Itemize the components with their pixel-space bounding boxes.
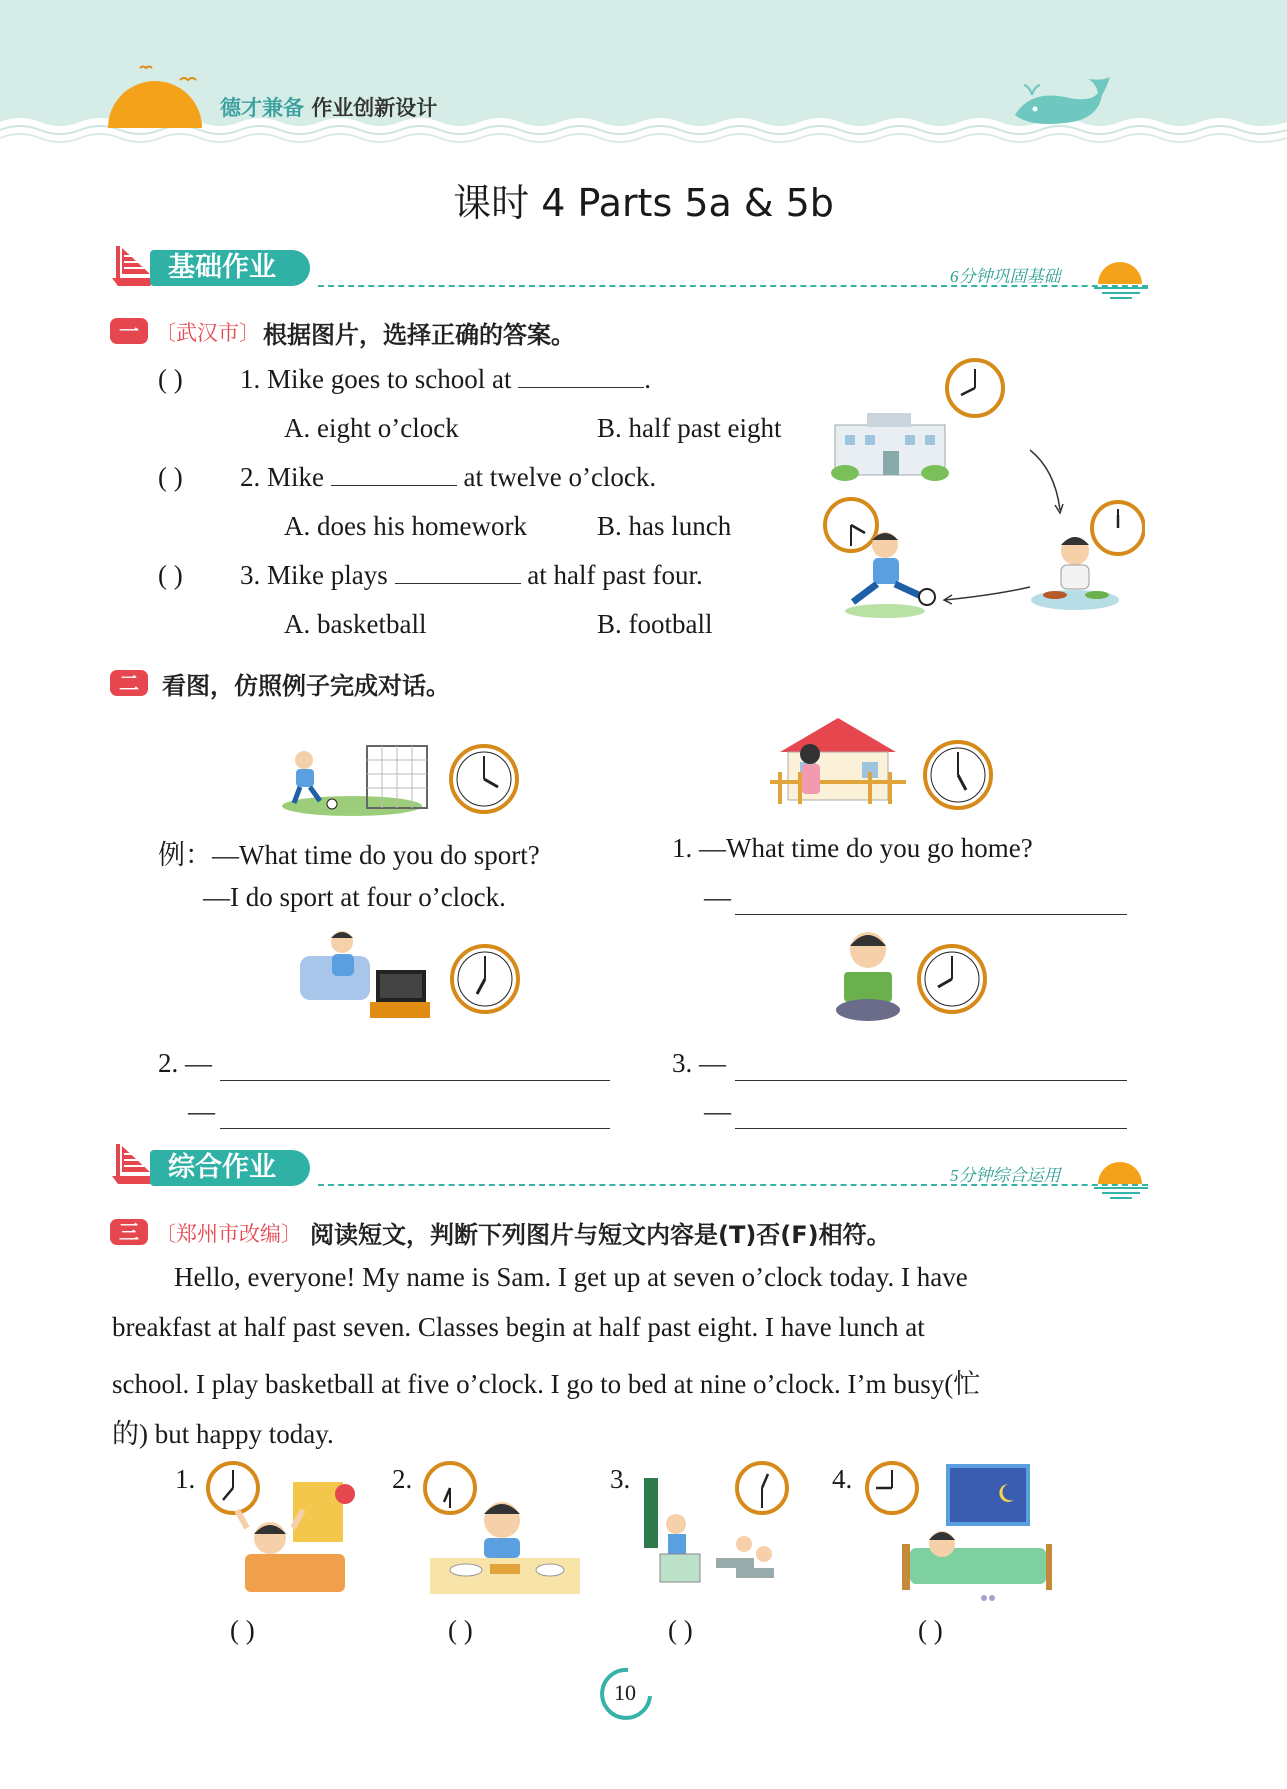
bedtime-picture — [862, 1458, 1052, 1608]
picture-number: 1. — [175, 1464, 196, 1494]
option-b[interactable]: B. football — [597, 609, 713, 639]
fill-blank[interactable] — [331, 463, 457, 486]
clock-icon — [1092, 502, 1144, 554]
section-comprehensive-note: 5分钟综合运用 — [950, 1166, 1061, 1185]
classroom-picture — [640, 1458, 800, 1598]
item1-question: 1. —What time do you go home? — [672, 833, 1033, 863]
sunset-icon — [1092, 1154, 1150, 1200]
clock-icon — [921, 738, 995, 812]
brand-secondary: 作业创新设计 — [311, 96, 438, 120]
page-number: 10 — [614, 1680, 636, 1705]
picture-number: 4. — [832, 1464, 853, 1494]
brand-primary: 德才兼备 — [220, 96, 304, 120]
clock-icon — [867, 1463, 917, 1513]
passage-line: 的) but happy today. — [112, 1419, 334, 1449]
option-a[interactable]: A. eight o’clock — [284, 413, 459, 443]
page-title: 课时 4 Parts 5a & 5b — [453, 181, 834, 225]
option-b[interactable]: B. has lunch — [597, 511, 732, 541]
whale-icon — [1010, 75, 1115, 135]
breakfast-picture — [422, 1458, 582, 1598]
passage-line: Hello, everyone! My name is Sam. I get up at seven o’clock today. I have — [174, 1262, 968, 1292]
sport-picture — [282, 740, 432, 816]
wake-up-picture — [205, 1458, 365, 1598]
item2-dash: — — [188, 1096, 215, 1126]
sunset-icon — [1092, 254, 1150, 300]
option-a[interactable]: A. does his homework — [284, 511, 527, 541]
answer-paren[interactable]: ( ) — [668, 1615, 693, 1645]
item2-number: 2. — — [158, 1048, 212, 1078]
answer-line[interactable] — [220, 1128, 610, 1129]
example-question: 例：—What time do you do sport? — [158, 840, 540, 870]
clock-icon — [448, 942, 522, 1016]
answer-paren[interactable]: ( ) — [230, 1615, 255, 1645]
clock-icon — [737, 1463, 787, 1513]
answer-line[interactable] — [735, 1080, 1127, 1081]
mike-day-illustration — [815, 355, 1145, 625]
answer-paren[interactable]: ( ) — [448, 1615, 473, 1645]
clock-icon — [447, 742, 521, 816]
question-source-3: 〔郑州市改编〕 — [155, 1222, 302, 1246]
answer-paren: ( ) — [158, 364, 183, 394]
answer-line[interactable] — [735, 914, 1127, 915]
fill-blank[interactable] — [395, 561, 521, 584]
answer-paren: ( ) — [158, 462, 183, 492]
sun-icon — [100, 60, 210, 130]
section-basic-label: 基础作业 — [150, 250, 310, 286]
item1-dash: — — [704, 882, 731, 912]
question-instruction-1: 根据图片，选择正确的答案。 — [263, 321, 575, 349]
clock-icon — [825, 499, 877, 551]
school-icon — [831, 413, 949, 481]
question-badge-1: 一 — [110, 318, 148, 344]
clock-icon — [915, 942, 989, 1016]
reading-picture — [830, 928, 906, 1024]
picture-number: 3. — [610, 1464, 631, 1494]
fill-blank[interactable] — [518, 365, 644, 388]
option-a[interactable]: A. basketball — [284, 609, 427, 639]
brand — [220, 92, 437, 122]
picture-number: 2. — [392, 1464, 413, 1494]
house-picture — [770, 712, 906, 812]
question-stem: 3. Mike plays at half past four. — [240, 560, 703, 590]
answer-line[interactable] — [735, 1128, 1127, 1129]
passage-line: school. I play basketball at five o’clock. I go to bed at nine o’clock. I’m busy(忙 — [112, 1369, 981, 1399]
question-badge-3: 三 — [110, 1219, 148, 1245]
question-source-1: 〔武汉市〕 — [155, 321, 260, 345]
question-instruction-3: 阅读短文，判断下列图片与短文内容是(T)否(F)相符。 — [310, 1221, 891, 1249]
question-stem: 1. Mike goes to school at . — [240, 364, 651, 394]
question-badge-2: 二 — [110, 670, 148, 696]
passage-line: breakfast at half past seven. Classes begin at half past eight. I have lunch at — [112, 1312, 925, 1342]
question-stem: 2. Mike at twelve o’clock. — [240, 462, 657, 492]
item3-number: 3. — — [672, 1048, 726, 1078]
answer-paren[interactable]: ( ) — [918, 1615, 943, 1645]
option-b[interactable]: B. half past eight — [597, 413, 782, 443]
answer-paren: ( ) — [158, 560, 183, 590]
clock-icon — [425, 1463, 475, 1513]
tv-picture — [296, 928, 432, 1020]
section-comprehensive-label: 综合作业 — [150, 1150, 310, 1186]
clock-icon — [208, 1463, 258, 1513]
clock-icon — [947, 360, 1003, 416]
answer-line[interactable] — [220, 1080, 610, 1081]
example-answer: —I do sport at four o’clock. — [203, 882, 506, 912]
item3-dash: — — [704, 1096, 731, 1126]
question-instruction-2: 看图，仿照例子完成对话。 — [162, 672, 450, 700]
section-basic-note: 6分钟巩固基础 — [950, 267, 1061, 286]
